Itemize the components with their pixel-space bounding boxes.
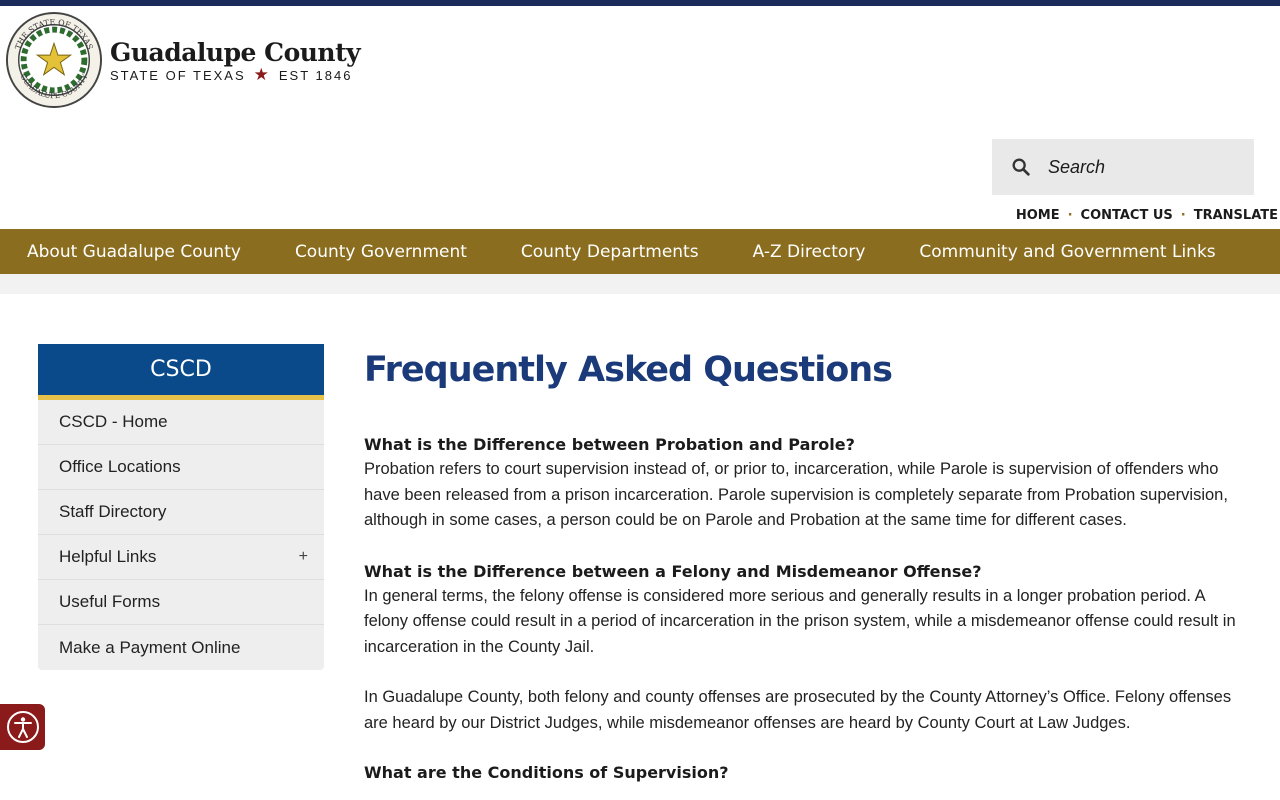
sidebar-title: CSCD <box>38 344 324 400</box>
logo-subtitle <box>110 65 360 84</box>
sidebar-item-label: Make a Payment Online <box>59 637 241 657</box>
main-nav <box>0 229 1280 274</box>
search-icon[interactable] <box>1010 156 1032 178</box>
nav-az-directory[interactable]: A-Z Directory <box>752 241 866 262</box>
main-content <box>364 348 1244 785</box>
sidebar-item-label: Useful Forms <box>59 592 161 611</box>
logo-subtitle-state: STATE OF TEXAS <box>110 67 246 83</box>
svg-text:THE STATE OF TEXAS: THE STATE OF TEXAS <box>13 17 95 51</box>
search-input[interactable] <box>1048 157 1228 178</box>
utility-links <box>1016 208 1278 223</box>
site-logo[interactable] <box>5 11 360 109</box>
county-seal-icon <box>5 11 103 109</box>
sidebar-item-cscd-home[interactable] <box>38 400 324 445</box>
accessibility-button[interactable] <box>0 704 45 750</box>
svg-text:GUADALUPE COUNTY: GUADALUPE COUNTY <box>18 72 90 101</box>
sidebar-item-helpful-links[interactable] <box>38 535 324 580</box>
sidebar-item-make-payment[interactable] <box>38 625 324 670</box>
separator-dot: · <box>1067 208 1073 223</box>
separator-dot: · <box>1180 208 1186 223</box>
faq-answer: In general terms, the felony offense is considered more serious and generally results in a longer probation period. A felony offense could result in a period of incarceration in the prison system, while a misdemeanor offense could result in incarceration in the County Jail. <box>364 586 1236 656</box>
logo-subtitle-est: EST 1846 <box>278 67 353 83</box>
faq-answer: In Guadalupe County, both felony and county offenses are prosecuted by the County Attorney’s Office. Felony offenses are heard by our District Judges, while misdemeanor offenses are heard by County Court at Law Judges. <box>364 688 1232 732</box>
sidebar-item-useful-forms[interactable] <box>38 580 324 625</box>
nav-shadow-band <box>0 274 1280 294</box>
expand-plus-icon[interactable]: + <box>298 548 308 565</box>
nav-about[interactable]: About Guadalupe County <box>27 241 241 262</box>
page-title: Frequently Asked Questions <box>364 350 893 390</box>
sidebar-item-label: CSCD - Home <box>59 412 168 431</box>
contact-us-link[interactable]: CONTACT US <box>1080 208 1173 223</box>
faq-question: What is the Difference between Probation and Parole? <box>364 435 855 454</box>
nav-county-departments[interactable]: County Departments <box>520 241 699 262</box>
faq-question: What are the Conditions of Supervision? <box>364 763 729 782</box>
logo-title: Guadalupe County <box>110 37 361 67</box>
sidebar-item-staff-directory[interactable] <box>38 490 324 535</box>
accessibility-icon <box>6 710 40 744</box>
sidebar-item-label: Staff Directory <box>59 502 167 521</box>
sidebar-item-label: Helpful Links <box>59 547 157 566</box>
nav-community-links[interactable]: Community and Government Links <box>919 241 1216 262</box>
sidebar-item-office-locations[interactable] <box>38 445 324 490</box>
faq-question: What is the Difference between a Felony and Misdemeanor Offense? <box>364 561 982 581</box>
translate-link[interactable]: TRANSLATE <box>1193 208 1278 223</box>
top-rule <box>0 0 1280 6</box>
faq-answer: Probation refers to court supervision instead of, or prior to, incarceration, while Parole is supervision of offenders who have been released from a prison incarceration. Parole supervision is completely separate from Probation supervision, although in some cases, a person could be on Parole and Probation at the same time for different cases. <box>364 460 1228 529</box>
search-box[interactable] <box>992 139 1254 195</box>
star-icon: ★ <box>253 65 269 84</box>
sidebar-item-label: Office Locations <box>59 457 181 476</box>
nav-county-government[interactable]: County Government <box>294 241 467 262</box>
sidebar <box>38 344 324 670</box>
home-link[interactable]: HOME <box>1015 208 1060 223</box>
